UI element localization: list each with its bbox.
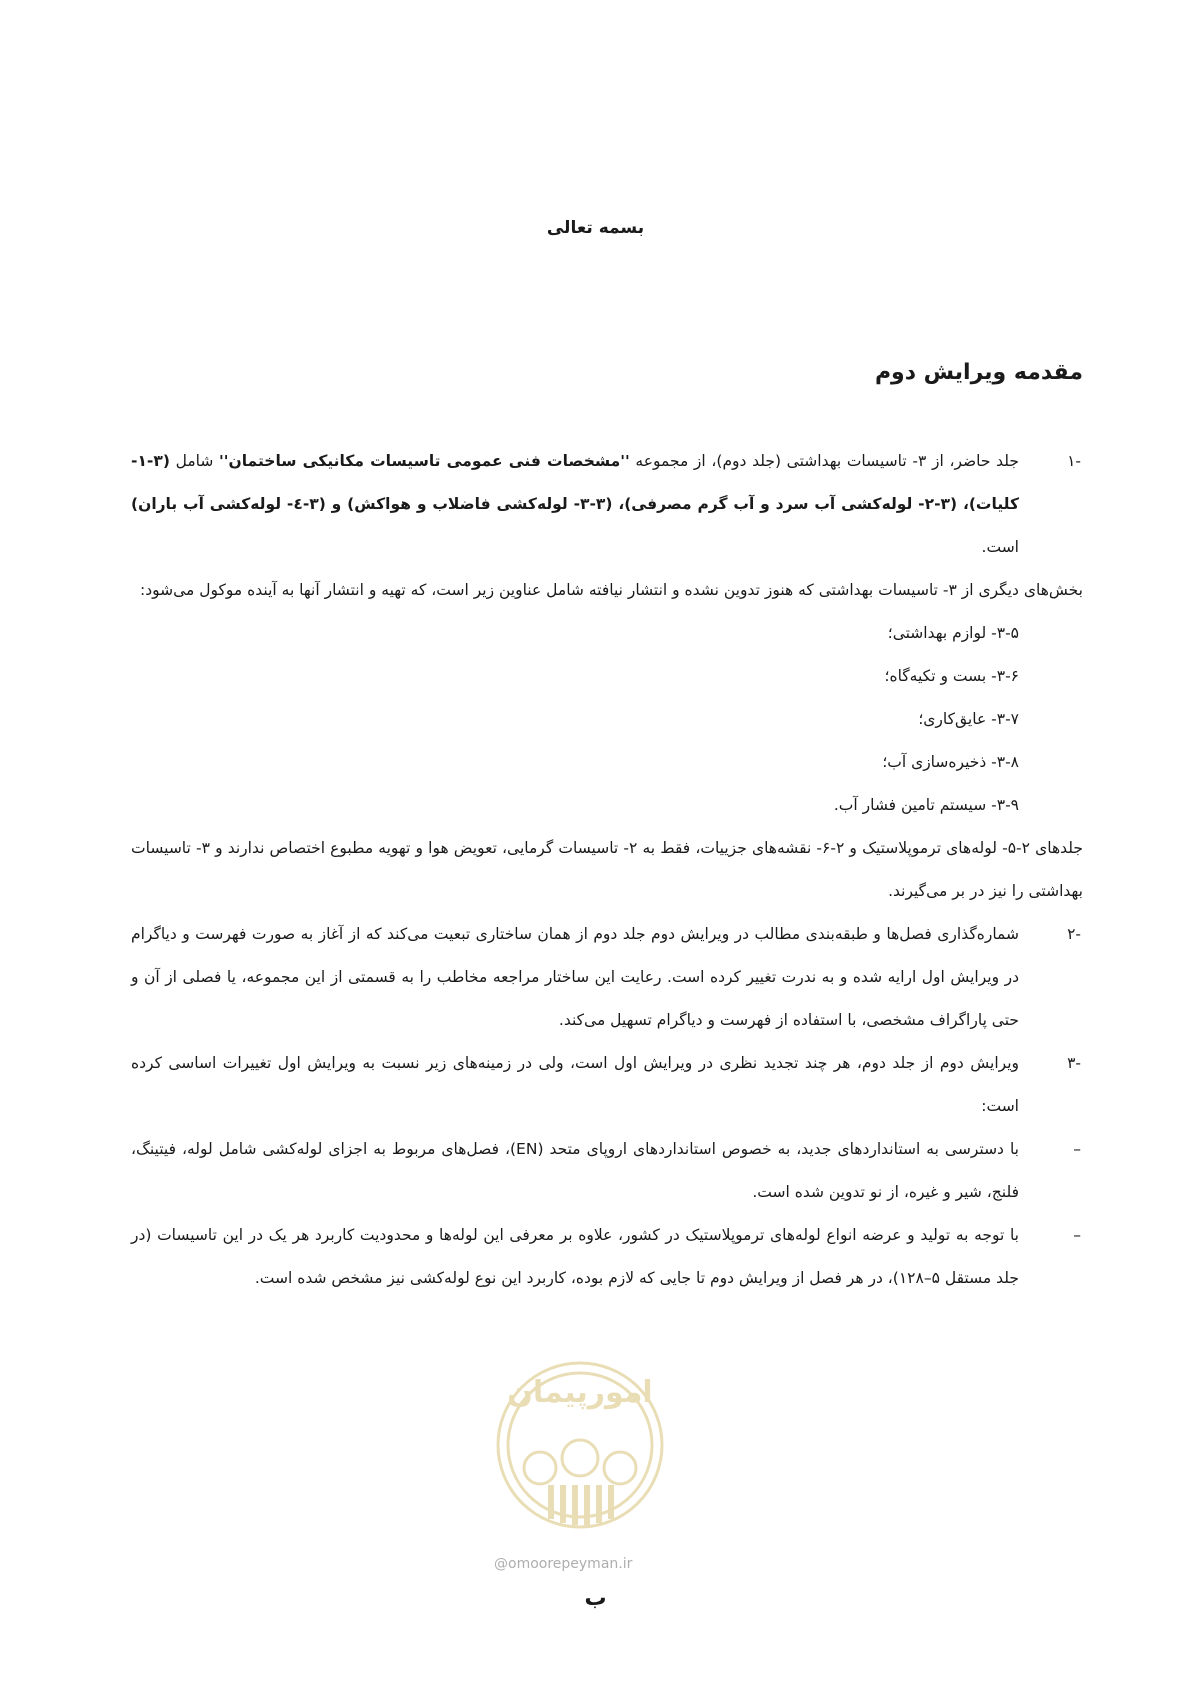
sub-list-item: ۳-۷- عایق‌کاری؛ [918, 710, 1019, 728]
dash-item-2 [131, 1214, 1083, 1300]
item-text: ویرایش دوم از جلد دوم، هر چند تجدید نظری در ویرایش اول است، ولی در زمینه‌های زیر نسبت به ویرایش اول تغییرات اساسی کرده است: [131, 1054, 1019, 1115]
sub-list-item: ۳-۶- بست و تکیه‌گاه؛ [884, 667, 1019, 685]
item-text: جلد حاضر، از ۳- تاسیسات بهداشتی (جلد دوم)، از مجموعه [629, 452, 1019, 470]
item-text: با توجه به تولید و عرضه انواع لوله‌های ترموپلاستیک در کشور، علاوه بر معرفی این لوله‌ها و محدودیت کاربرد هر یک در این تاسیسات (در جلد مستقل ۵–۱۲۸)، در هر فصل از ویرایش دوم تا جایی که لازم بوده، کاربرد این نوع لوله‌کشی نیز مشخص شده است. [131, 1226, 1019, 1287]
watermark-logo-text: امورپیمان [507, 1375, 653, 1410]
sub-list-item: ۳-۹- سیستم تامین فشار آب. [833, 796, 1019, 814]
dash-marker: – [1073, 1140, 1081, 1158]
numbered-item-2 [131, 913, 1083, 1042]
dash-item-1 [131, 1128, 1083, 1214]
sub-list-item: ۳-۵- لوازم بهداشتی؛ [887, 624, 1019, 642]
numbered-item-1 [131, 440, 1083, 569]
page-number: ب [584, 1586, 607, 1611]
item-text: با دسترسی به استانداردهای جدید، به خصوص استانداردهای اروپای متحد (EN)، فصل‌های مربوط به اجزای لوله‌کشی شامل لوله، فیتینگ، فلنج، شیر و غیره، از نو تدوین شده است. [131, 1140, 1019, 1201]
sub-list-item: ۳-۸- ذخیره‌سازی آب؛ [882, 753, 1019, 771]
watermark-url: @omoorepeyman.ir [494, 1556, 633, 1572]
chapter-list: (۳-۱- کلیات)، (۳-۲- لوله‌کشی آب سرد و آب گرم مصرفی)، (۳-۳- لوله‌کشی فاضلاب و هواکش) و (۳-٤- لوله‌کشی آب باران) [131, 452, 1019, 513]
item-text: شامل [169, 452, 220, 470]
item-marker: -۲ [1067, 925, 1081, 943]
document-body [131, 440, 1083, 1300]
dash-marker: – [1073, 1226, 1081, 1244]
page-header: بسمه تعالی [546, 218, 645, 238]
item-marker: -۳ [1067, 1054, 1081, 1072]
watermark-logo [490, 1340, 670, 1550]
numbered-item-3 [131, 1042, 1083, 1128]
item-text: شماره‌گذاری فصل‌ها و طبقه‌بندی مطالب در ویرایش دوم جلد دوم از همان ساختاری تبعیت می‌کند که از آغاز به صورت فهرست و دیاگرام در ویرایش اول ارایه شده و به ندرت تغییر کرده است. رعایت این ساختار مراجعه مخاطب را به قسمتی از این مجموعه، یا فصلی از آن و حتی پاراگراف مشخصی، با استفاده از فهرست و دیاگرام تسهیل می‌کند. [131, 925, 1019, 1029]
item-marker: -۱ [1067, 452, 1081, 470]
sub-list [131, 612, 1083, 827]
collection-title: ''مشخصات فنی عمومی تاسیسات مکانیکی ساختمان'' [219, 452, 630, 470]
watermark-seal-icon [490, 1340, 670, 1550]
paragraph-other-parts: بخش‌های دیگری از ۳- تاسیسات بهداشتی که هنوز تدوین نشده و انتشار نیافته شامل عناوین زیر است، که تهیه و انتشار آنها به آینده موکول می‌شود: [140, 581, 1083, 599]
section-title: مقدمه ویرایش دوم [874, 360, 1083, 385]
item-text: است. [981, 538, 1019, 556]
paragraph-volumes: جلدهای ۲-۵- لوله‌های ترموپلاستیک و ۲-۶- نقشه‌های جزییات، فقط به ۲- تاسیسات گرمایی، تعویض هوا و تهویه مطبوع اختصاص ندارند و ۳- تاسیسات بهداشتی را نیز در بر می‌گیرند. [131, 839, 1083, 900]
